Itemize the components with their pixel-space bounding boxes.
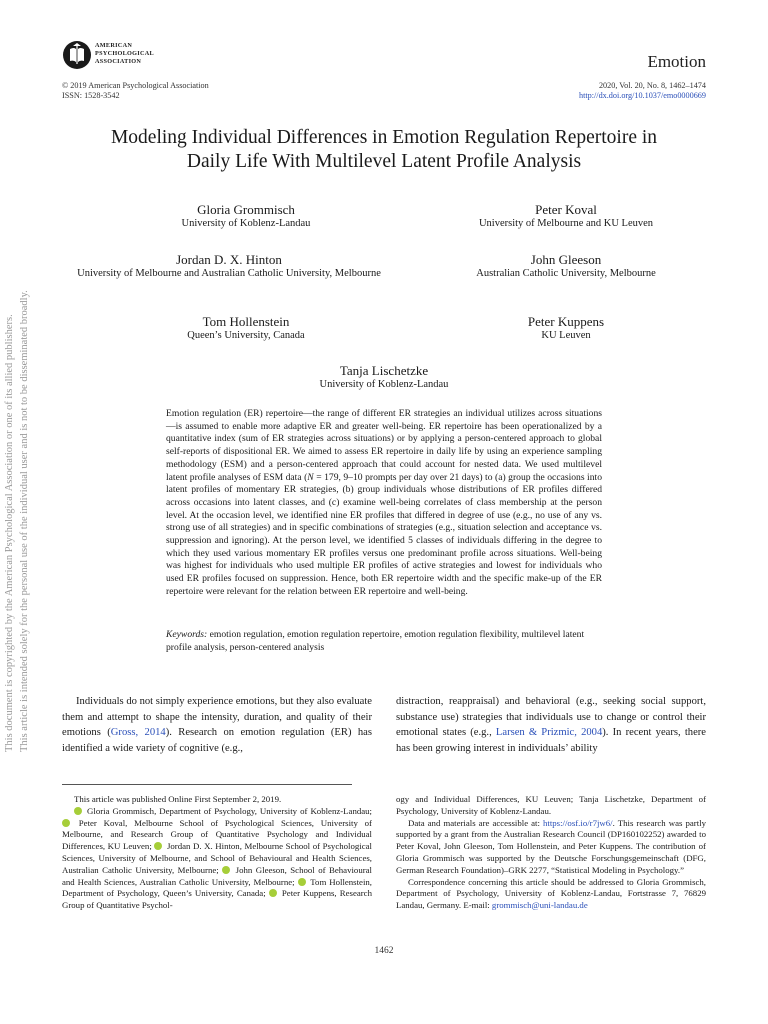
author-block bbox=[416, 202, 716, 230]
keywords-label: Keywords: bbox=[166, 629, 208, 640]
citation-link-larsen[interactable]: Larsen & Prizmic, 2004 bbox=[495, 727, 603, 739]
abstract-n-symbol: N bbox=[307, 471, 314, 483]
footnote-hinton: Jordan D. X. Hinton, Melbourne School of Psychological Sciences, University of Melbourne, and School of Behavioural and Health Sciences, Australian Catholic University, Melbourne; bbox=[62, 841, 372, 875]
abstract bbox=[166, 408, 602, 599]
citation-line: 2020, Vol. 20, No. 8, 1462–1474 bbox=[598, 81, 706, 90]
author-affiliation: University of Melbourne and KU Leuven bbox=[478, 218, 654, 229]
footnote-grommisch: Gloria Grommisch, Department of Psychology, University of Koblenz-Landau; bbox=[84, 805, 372, 816]
issn-line: ISSN: 1528-3542 bbox=[62, 90, 120, 100]
footnotes-left bbox=[62, 794, 372, 912]
author-affiliation: University of Melbourne and Australian Catholic University, Melbourne bbox=[77, 268, 381, 279]
publisher-line-2: PSYCHOLOGICAL bbox=[95, 50, 154, 58]
citation-link-gross[interactable]: Gross, 2014 bbox=[110, 727, 166, 739]
orcid-icon[interactable] bbox=[74, 807, 82, 815]
footnote-correspondence bbox=[396, 877, 706, 912]
body-right-text-1: distraction, reappraisal) and behavioral (e.g., seeking social support, substance use) strategies that individuals use to change or control their emotional states (e.g., bbox=[396, 696, 706, 739]
author-block bbox=[416, 314, 716, 342]
footnote-published: This article was published Online First September 2, 2019. bbox=[74, 794, 282, 804]
footnote-corr-text: Correspondence concerning this article should be addressed to Gloria Grommisch, Department of Psychology, University of Koblenz-Landau, Fortstrasse 7, 76829 Landau, Germany. E-mail: bbox=[396, 876, 706, 911]
orcid-icon[interactable] bbox=[298, 878, 306, 886]
footnote-affiliations bbox=[62, 806, 372, 912]
author-block bbox=[62, 252, 396, 280]
publisher-line-3: ASSOCIATION bbox=[95, 58, 142, 66]
body-left-text-2: ). Research on emotion regulation (ER) has identified a wide variety of cognitive (e.g., bbox=[62, 727, 372, 755]
footnote-data-text-1: Data and materials are accessible at: bbox=[408, 817, 543, 828]
keywords-text: emotion regulation, emotion regulation repertoire, emotion regulation flexibility, multilevel latent profile analysis, person-centered analysis bbox=[166, 629, 585, 653]
author-affiliation: Queen’s University, Canada bbox=[187, 330, 305, 341]
author-name: Jordan D. X. Hinton bbox=[176, 252, 282, 267]
publisher-wordmark bbox=[95, 42, 154, 67]
author-affiliation: Australian Catholic University, Melbourne bbox=[476, 268, 656, 279]
author-block bbox=[96, 202, 396, 230]
citation-block bbox=[579, 81, 706, 100]
author-affiliation: KU Leuven bbox=[541, 330, 591, 341]
copyright-block bbox=[62, 81, 209, 100]
footnotes-right bbox=[396, 794, 706, 912]
side-watermark bbox=[0, 0, 40, 1024]
author-block bbox=[234, 363, 534, 391]
body-column-right bbox=[396, 694, 706, 757]
orcid-icon[interactable] bbox=[222, 866, 230, 874]
body-right-text-2: ). In recent years, there has been growing interest in individuals’ ability bbox=[396, 727, 706, 755]
author-name: Tanja Lischetzke bbox=[339, 363, 429, 378]
footnote-continued: ogy and Individual Differences, KU Leuven; Tanja Lischetzke, Department of Psychology, University of Koblenz-Landau. bbox=[396, 794, 706, 816]
title-line-1: Modeling Individual Differences in Emotion Regulation Repertoire in bbox=[110, 127, 658, 148]
title-line-2: Daily Life With Multilevel Latent Profile Analysis bbox=[186, 151, 582, 172]
author-name: Gloria Grommisch bbox=[197, 202, 295, 217]
email-link[interactable]: grommisch@uni-landau.de bbox=[491, 900, 588, 911]
doi-link[interactable]: http://dx.doi.org/10.1037/emo0000669 bbox=[579, 90, 706, 100]
keywords bbox=[166, 629, 602, 654]
author-affiliation: University of Koblenz-Landau bbox=[319, 379, 449, 390]
author-name: John Gleeson bbox=[530, 252, 602, 267]
journal-name: Emotion bbox=[647, 52, 706, 71]
footnote-hollenstein: Tom Hollenstein, Department of Psychology, Queen’s University, Canada; bbox=[62, 876, 373, 899]
footnote-gleeson: John Gleeson, School of Behavioural and Health Sciences, Australian Catholic University, Melbourne; bbox=[62, 864, 372, 887]
footnote-data bbox=[396, 818, 706, 877]
footnote-data-text-2: . This research was partly supported by a grant from the Australian Research Council (DP160102252) awarded to Peter Koval, John Gleeson, Tom Hollenstein, and Peter Kuppens. The contribution of Gloria Grommisch was supported by the Deutsche Forschungsgemeinschaft (DFG, German Research Foundation)–GRK 2277, “Statistical Modeling in Psychology.” bbox=[396, 817, 706, 875]
orcid-icon[interactable] bbox=[62, 819, 70, 827]
author-block bbox=[96, 314, 396, 342]
article-title bbox=[62, 126, 706, 174]
author-block bbox=[416, 252, 716, 280]
author-name: Peter Kuppens bbox=[527, 314, 605, 329]
footnote-kuppens: Peter Kuppens, Research Group of Quantitative Psychol- bbox=[62, 888, 372, 911]
body-left-text-1: Individuals do not simply experience emotions, but they also evaluate them and attempt to shape the intensity, duration, and quality of their emotions ( bbox=[62, 696, 372, 739]
footnote-koval: Peter Koval, Melbourne School of Psychological Sciences, University of Melbourne, and Research Group of Quantitative Psychology and Individual Differences, KU Leuven; bbox=[62, 817, 372, 852]
page-number: 1462 bbox=[374, 946, 394, 956]
watermark-line-1: This document is copyrighted by the American Psychological Association or one of its allied publishers. bbox=[4, 314, 15, 752]
abstract-text-1: Emotion regulation (ER) repertoire—the range of different ER strategies an individual utilizes across situations—is assumed to enable more adaptive ER and greater well-being. ER repertoire has been operationalized by a quantitative index (sum of ER strategies across situations) or by applying a person-centered approach to global self-reports of dispositional ER. We aimed to assess ER repertoire in daily life by using an experience sampling methodology (ESM) and a person-centered approach that could account for nested data. We used multilevel latent profile analyses of ESM data ( bbox=[166, 408, 602, 483]
osf-link[interactable]: https://osf.io/r7jw6/ bbox=[542, 817, 613, 828]
author-affiliation: University of Koblenz-Landau bbox=[181, 218, 311, 229]
body-column-left bbox=[62, 694, 372, 757]
footnote-rule bbox=[62, 784, 352, 785]
author-name: Tom Hollenstein bbox=[202, 314, 290, 329]
publisher-line-1: AMERICAN bbox=[95, 42, 133, 49]
author-name: Peter Koval bbox=[535, 202, 597, 217]
watermark-line-2: This article is intended solely for the personal use of the individual user and is not to be disseminated broadly. bbox=[19, 290, 30, 752]
abstract-text-2: = 179, 9–10 prompts per day over 21 days) to (a) group the occasions into latent profiles of momentary ER strategies, (b) group individuals whose distributions of ER profiles differed across occasions into latent classes, and (c) examine well-being correlates of class membership at the person level. At the occasion level, we identified nine ER profiles that differed in degree of use (e.g., no use of any vs. strong use of all strategies) and in specific combinations of strategies (e.g., situation selection and acceptance vs. suppression and ignoring). At the person level, we identified 5 classes of individuals differing in the degree to which they used various momentary ER profiles versus one predominant profile across situations. Well-being was highest for individuals who used multiple ER profiles of active strategies and lowest for individuals who used ER profiles focused on suppression. Hence, both ER repertoire width and the specific make-up of the ER repertoire were relevant for the relation between ER repertoire and well-being. bbox=[166, 471, 602, 597]
orcid-icon[interactable] bbox=[269, 889, 277, 897]
orcid-icon[interactable] bbox=[154, 842, 162, 850]
apa-logo-icon bbox=[62, 40, 92, 70]
copyright-line: © 2019 American Psychological Association bbox=[62, 81, 209, 90]
